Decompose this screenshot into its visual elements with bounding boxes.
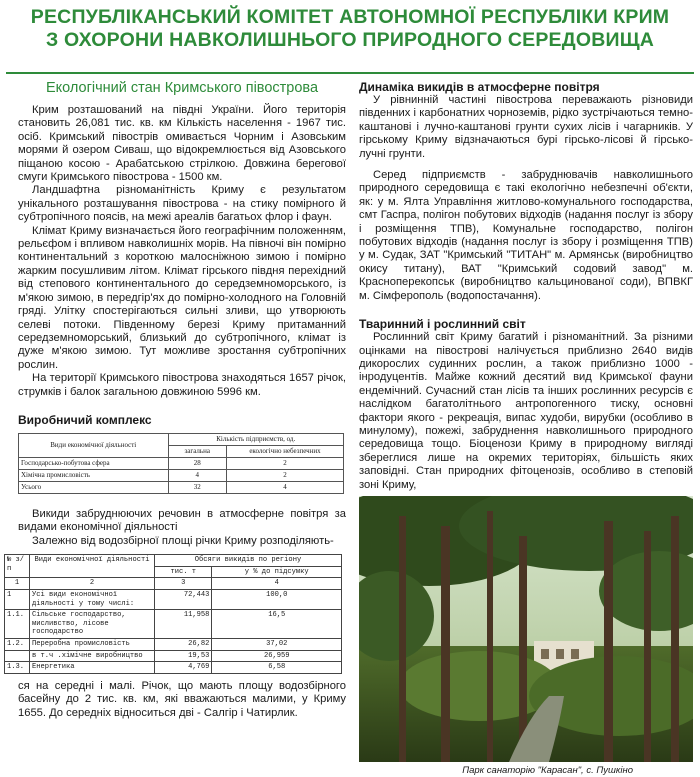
- right-column: [359, 76, 693, 776]
- subheading: Виробничий комплекс: [18, 412, 152, 427]
- paragraph: Крим розташований на півдні України. Його територія становить 26,081 тис. кв. км Кількість населення - 1967 тис. осіб. Кримський півострів омивається Чорним і Азовським морями й озером Сиваш, що відокремлюється від Азовського піщаною косою - Арабатською стрілкою. Довжина берегової смуги Кримського півострова - 1500 км.: [18, 104, 346, 184]
- paragraph: Ландшафтна різноманітність Криму є результатом унікального розташування півострова - на стику помірного й субтропічного поясів, на межі ареалів багатьох флор і фаун.: [18, 184, 346, 224]
- paragraph: Серед підприємств - забруднювачів навколишнього природного середовища є такі екологічно небезпечні об'єкти, як: у м. Ялта Управління житлово-комунального господарства, смт Гаспра, полігон побутових відходів (надання послуг із збору і розміщення ТПВ), Комунальне господарство, полігон побутових відходів (надання послуг із збору і розміщення ТПВ) у м. Судак, ЗАТ "Кримський "ТИТАН" м. Армянськ (виробництво окису титану), ВАТ "Кримський содовий завод" м. Красноперекопськ (виробництво кальцинованої соди), ВПВКГ м. Сімферополь (водопостачання).: [359, 169, 693, 302]
- paragraph: У рівнинній частині півострова переважають різновиди південних і карбонатних чорноземів, рідко зустрічаються темно-каштанові і лучно-каштанові грунти сухих лісів і чагарників. У гірському Криму відзначаються бурі гірсько-лісові й гірсько-лучні грунти.: [359, 94, 693, 160]
- paragraph: Клімат Криму визначається його географічним положенням, рельєфом і впливом навколишніх морів. На півночі він помірно континентальний з короткою малосніжною зимою і помірно жарким посушливим літом. Клімат гірського півдня перехідний від степового континентального до середземноморського, із м'якою зимою, в передгір'ях до помірно-холодного на Головній гряді. Улітку спостерігаються сильні зливи, що утворюють селеві потоки. Південному березі Криму притаманний середземноморський, близький до субтропічного, клімат із дуже м'якою зимою. Тут можливе зростання субтропічних рослин.: [18, 224, 346, 371]
- table-header: загальна: [168, 445, 227, 457]
- section-heading: Екологічний стан Кримського півострова: [45, 80, 319, 96]
- table-header: № з/п: [5, 555, 30, 578]
- left-column: [7, 76, 346, 720]
- subheading: Динаміка викидів в атмосферне повітря: [359, 80, 600, 94]
- paragraph: Рослинний світ Криму багатий і різноманітний. За різними оцінками на півострові налічується приблизно 2640 видів дикорослих судинних рослин, а також приблизно 1000 - інродуцентів. Майже кожний десятий вид Кримської фауни ендемічний. Сучасний стан лісів та інших рослинних ресурсів є наслідком багатолітнього антропогенного тиску, основні фактори якого - рекреація, випас худоби, вирубки (особливо в минулому), пожежі, забруднення навколишнього природного середовища тощо. Біоценози Криму в природному вигляді збереглися лише на окремих територіях, більшість яких заповідні. Стан природних фітоценозів, особливо в степовій зоні Криму,: [359, 331, 693, 491]
- table-row: 1.3. Енергетика 4,769 6,58: [5, 662, 342, 674]
- photo-caption: Парк санаторію "Карасан", с. Пушкіно: [462, 764, 633, 776]
- paragraph: ся на середні і малі. Річок, що мають площу водозбірного басейну до 2 тис. кв. км, які вважаються малими, у Криму 1655. До середніх відноситься дві - Салгір і Чатирлик.: [18, 679, 346, 719]
- enterprises-table: [18, 433, 344, 494]
- title-line-1: РЕСПУБЛІКАНСЬКИЙ КОМІТЕТ АВТОНОМНОЇ РЕСПУБЛІКИ КРИМ: [30, 6, 670, 28]
- table-row: Господарсько-побутова сфера 28 2: [19, 457, 344, 469]
- paragraph: Залежно від водозбірної площі річки Криму розподіляють-: [32, 534, 334, 547]
- table-header: Види економічної діяльності: [30, 555, 155, 578]
- subheading: Тваринний і рослинний світ: [359, 317, 526, 332]
- table-header: у % до підсумку: [212, 566, 342, 578]
- table-row: в т.ч .хімічне виробництво 19,53 26,959: [5, 650, 342, 662]
- table-row: 1.2. Переробна промисловість 26,82 37,02: [5, 638, 342, 650]
- table-header: Кількість підприємств, од.: [168, 433, 344, 445]
- table-header: екологічно небезпечних: [227, 445, 344, 457]
- table-row: Усього 32 4: [19, 481, 344, 493]
- paragraph: На території Кримського півострова знаходяться 1657 річок, струмків і балок загальною довжиною 5996 км.: [18, 372, 346, 398]
- page-title: [0, 6, 700, 52]
- paragraph: Викиди забруднюючих речовин в атмосферне повітря за видами економічної діяльності: [18, 507, 346, 534]
- title-line-2: З ОХОРОНИ НАВКОЛИШНЬОГО ПРИРОДНОГО СЕРЕДОВИЩА: [45, 29, 655, 51]
- table-header: тис. т: [155, 566, 212, 578]
- table-row: Хімічна промисловість 4 2: [19, 469, 344, 481]
- table-row: 1 Усі види економічної діяльності у тому числі: 72,443 100,0: [5, 589, 342, 609]
- park-photo: [359, 496, 693, 762]
- table-header: Обсяги викидів по регіону: [155, 555, 342, 567]
- emissions-table: № з/п Види економічної діяльності Обсяги викидів по регіону тис. т у % до підсумку 1 2 3 4 1 Усі види економічної діяльності у тому числі: 72,443 100,0 1.1. Сільське господарство, мисливство, лісове господарство 11,958 16,5 1.2. Переробна промисловість 26,82 37,02 в т.ч .хімічне виробництво 19,53 26,959 1.3. Енергетика 4,769 6,58: [4, 554, 342, 674]
- title-divider: [6, 72, 694, 74]
- table-row: 1.1. Сільське господарство, мисливство, лісове господарство 11,958 16,5: [5, 610, 342, 639]
- table-header: Види економічної діяльності: [19, 433, 169, 457]
